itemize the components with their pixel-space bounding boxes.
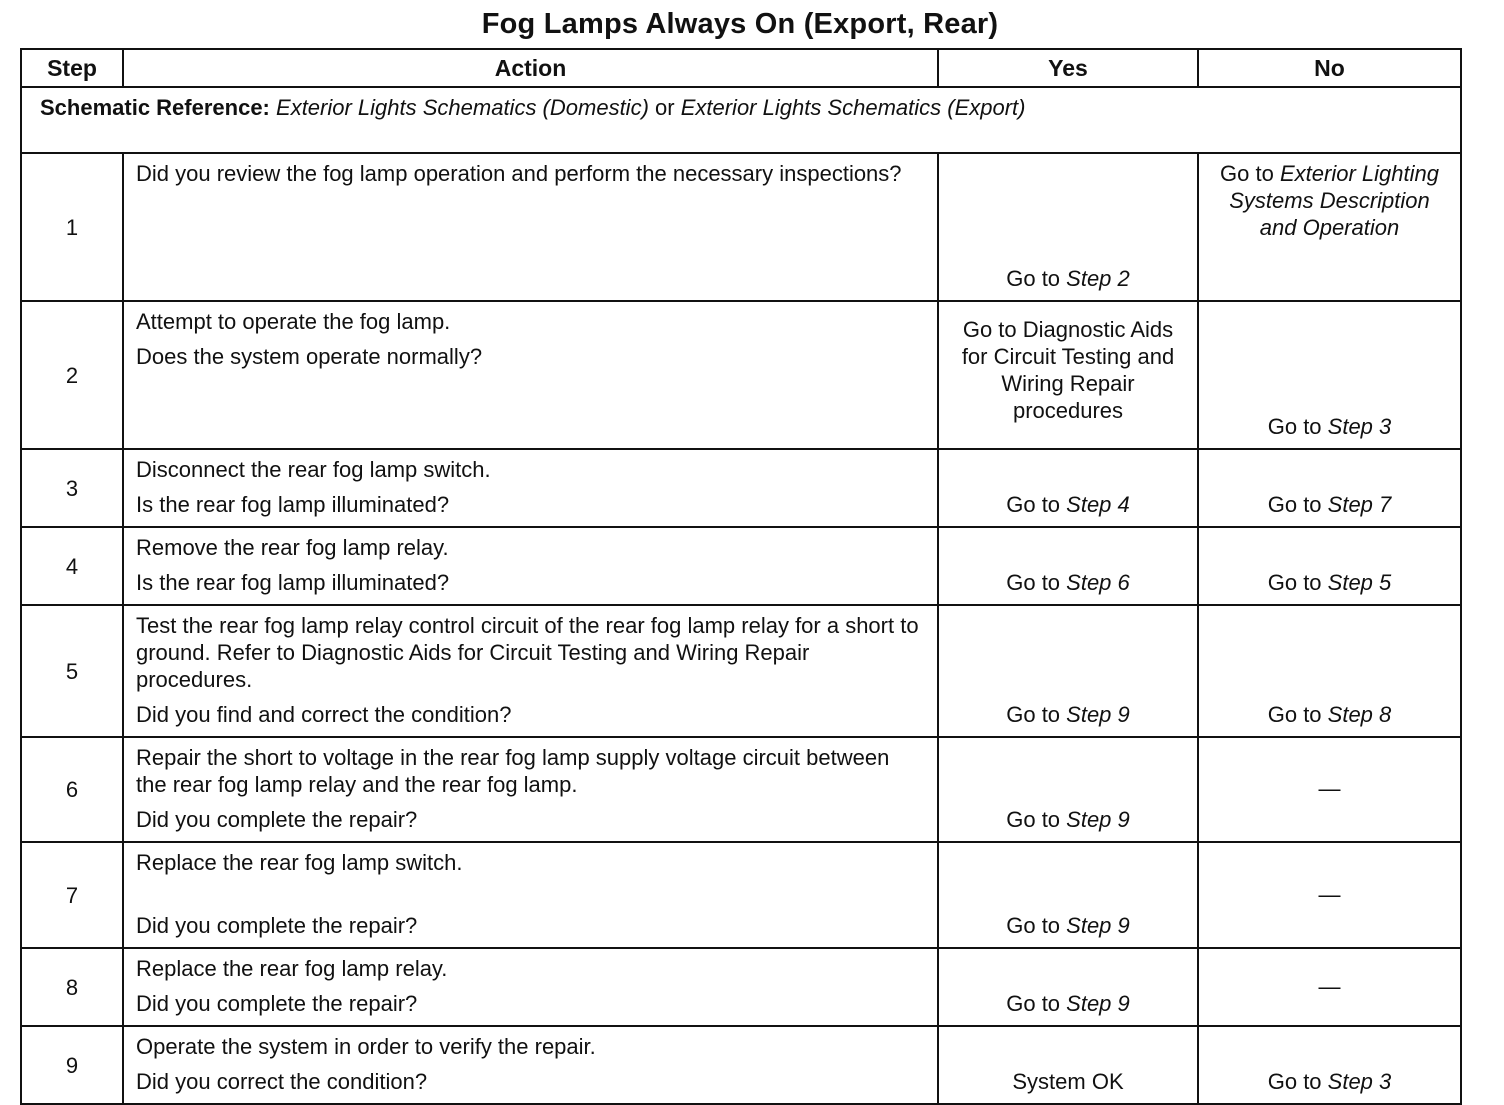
step-number: 6 xyxy=(21,737,123,842)
action-text: Test the rear fog lamp relay control circuit of the rear fog lamp relay for a short to ground. Refer to Diagnostic Aids for Circuit Testing and Wiring Repair procedures. xyxy=(136,613,919,692)
action-question: Did you complete the repair? xyxy=(136,991,418,1016)
step-number: 1 xyxy=(21,153,123,301)
no-cell-empty: — xyxy=(1198,737,1461,842)
table-row xyxy=(21,737,1461,842)
schematic-reference xyxy=(21,87,1461,153)
step-number: 3 xyxy=(21,449,123,527)
yes-step-ref: Step 4 xyxy=(1066,492,1130,517)
step-number: 2 xyxy=(21,301,123,449)
action-cell xyxy=(123,527,938,605)
schematic-link-domestic: Exterior Lights Schematics (Domestic) xyxy=(276,95,649,120)
page-title: Fog Lamps Always On (Export, Rear) xyxy=(481,8,999,40)
goto-prefix: Go to xyxy=(1006,492,1067,517)
header-no: No xyxy=(1198,49,1461,87)
action-question: Is the rear fog lamp illuminated? xyxy=(136,492,450,517)
goto-prefix: Go to xyxy=(1006,570,1067,595)
no-step-ref: Step 3 xyxy=(1327,414,1392,439)
header-yes: Yes xyxy=(938,49,1198,87)
step-number: 4 xyxy=(21,527,123,605)
yes-cell xyxy=(938,948,1198,1026)
table-row xyxy=(21,153,1461,301)
goto-prefix: Go to xyxy=(1006,266,1067,291)
schematic-label: Schematic Reference: xyxy=(40,95,270,120)
yes-step-ref: Step 9 xyxy=(1066,702,1130,727)
no-cell xyxy=(1198,527,1461,605)
goto-prefix: Go to xyxy=(1006,702,1067,727)
yes-step-ref: Step 9 xyxy=(1066,991,1130,1016)
no-step-ref: Step 7 xyxy=(1327,492,1392,517)
yes-cell xyxy=(938,605,1198,737)
goto-prefix: Go to xyxy=(1267,414,1328,439)
schematic-joiner: or xyxy=(648,95,681,120)
goto-prefix: Go to xyxy=(1006,807,1067,832)
yes-cell xyxy=(938,449,1198,527)
yes-cell xyxy=(938,153,1198,301)
action-question: Did you correct the condition? xyxy=(136,1069,428,1094)
header-action: Action xyxy=(123,49,938,87)
action-text: Disconnect the rear fog lamp switch. xyxy=(136,457,491,482)
action-text: Attempt to operate the fog lamp. xyxy=(136,309,451,334)
no-step-ref: Step 3 xyxy=(1327,1069,1392,1094)
action-text: Did you review the fog lamp operation and perform the necessary inspections? xyxy=(136,161,902,186)
step-number: 9 xyxy=(21,1026,123,1104)
header-row xyxy=(21,49,1461,87)
goto-prefix: Go to xyxy=(1267,702,1328,727)
goto-prefix: Go to xyxy=(1267,1069,1328,1094)
action-question: Is the rear fog lamp illuminated? xyxy=(136,570,450,595)
table-row xyxy=(21,948,1461,1026)
yes-step-ref: Step 9 xyxy=(1066,913,1130,938)
action-question: Does the system operate normally? xyxy=(136,344,483,369)
no-step-ref: Step 8 xyxy=(1327,702,1392,727)
diagnostic-table xyxy=(20,48,1462,1105)
yes-step-ref: Step 9 xyxy=(1066,807,1130,832)
goto-prefix: Go to xyxy=(1267,570,1328,595)
table-row xyxy=(21,527,1461,605)
table-row xyxy=(21,842,1461,948)
no-description-ref: Exterior Lighting Systems Description and Operation xyxy=(1229,161,1439,240)
step-number: 7 xyxy=(21,842,123,948)
table-row xyxy=(21,605,1461,737)
yes-cell xyxy=(938,842,1198,948)
yes-cell xyxy=(938,527,1198,605)
table-row xyxy=(21,1026,1461,1104)
action-question: Did you find and correct the condition? xyxy=(136,702,512,727)
no-cell xyxy=(1198,449,1461,527)
action-cell xyxy=(123,948,938,1026)
action-cell xyxy=(123,737,938,842)
action-cell xyxy=(123,153,938,301)
schematic-link-export: Exterior Lights Schematics (Export) xyxy=(680,95,1026,120)
action-text: Operate the system in order to verify the repair. xyxy=(136,1034,596,1059)
action-cell xyxy=(123,301,938,449)
goto-prefix: Go to xyxy=(1006,991,1067,1016)
schematic-reference-row xyxy=(21,87,1461,153)
yes-cell: System OK xyxy=(938,1026,1198,1104)
yes-step-ref: Step 6 xyxy=(1066,570,1130,595)
no-cell-empty: — xyxy=(1198,842,1461,948)
action-question: Did you complete the repair? xyxy=(136,913,418,938)
header-step: Step xyxy=(21,49,123,87)
action-cell xyxy=(123,1026,938,1104)
no-cell-empty: — xyxy=(1198,948,1461,1026)
goto-prefix: Go to xyxy=(1267,492,1328,517)
yes-cell: Go to Diagnostic Aids for Circuit Testing and Wiring Repair procedures xyxy=(938,301,1198,449)
action-cell xyxy=(123,449,938,527)
no-cell xyxy=(1198,1026,1461,1104)
action-text: Remove the rear fog lamp relay. xyxy=(136,535,449,560)
step-number: 8 xyxy=(21,948,123,1026)
no-step-ref: Step 5 xyxy=(1327,570,1392,595)
step-number: 5 xyxy=(21,605,123,737)
no-cell xyxy=(1198,605,1461,737)
no-cell xyxy=(1198,301,1461,449)
action-text: Replace the rear fog lamp switch. xyxy=(136,850,463,875)
table-row xyxy=(21,449,1461,527)
goto-prefix: Go to xyxy=(1220,161,1280,186)
action-cell xyxy=(123,605,938,737)
table-row xyxy=(21,301,1461,449)
action-text: Replace the rear fog lamp relay. xyxy=(136,956,448,981)
action-cell xyxy=(123,842,938,948)
no-cell xyxy=(1198,153,1461,301)
yes-cell xyxy=(938,737,1198,842)
goto-prefix: Go to xyxy=(1006,913,1067,938)
yes-step-ref: Step 2 xyxy=(1066,266,1130,291)
action-text: Repair the short to voltage in the rear fog lamp supply voltage circuit between the rear fog lamp relay and the rear fog lamp. xyxy=(136,745,890,797)
action-question: Did you complete the repair? xyxy=(136,807,418,832)
